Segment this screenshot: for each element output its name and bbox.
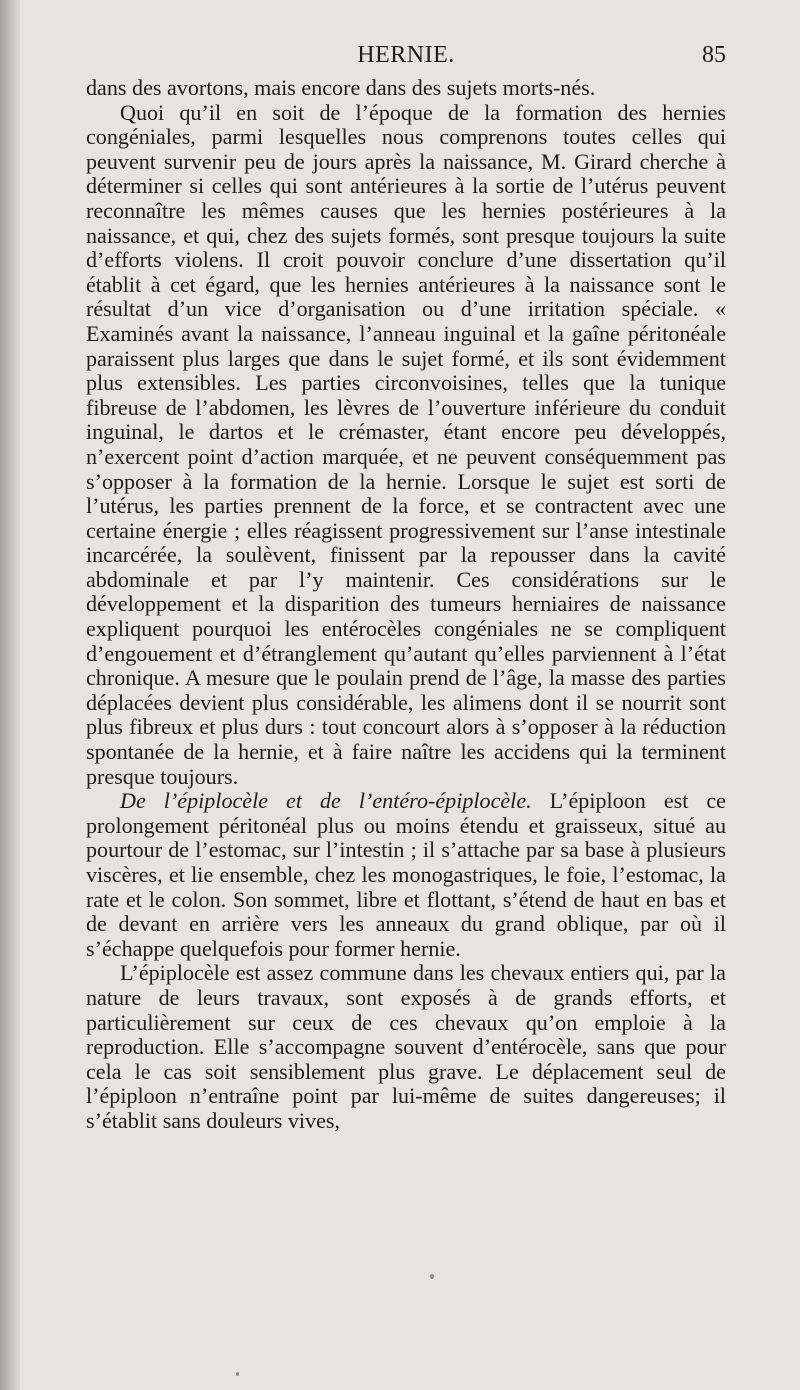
running-title: HERNIE.	[357, 42, 455, 68]
paragraph: dans des avortons, mais encore dans des sujets morts-nés.	[86, 75, 596, 100]
paper-speck	[430, 1274, 434, 1279]
page-number: 85	[702, 42, 726, 68]
page-header	[86, 42, 726, 76]
section-heading: De l’épiplocèle et de l’entéro-épiplocèle.	[120, 788, 532, 814]
paper-speck	[236, 1372, 239, 1376]
paragraph	[86, 789, 726, 961]
book-page	[86, 42, 726, 1134]
paragraph: L’épiplocèle est assez commune dans les chevaux entiers qui, par la nature de leurs travaux, sont exposés à de grands efforts, et particulièrement sur ceux de ces chevaux qu’on emploie à la reproduction. Elle s’accompagne souvent d’entérocèle, sans que pour cela le cas soit sensiblement plus grave. Le déplacement seul de l’épiploon n’entraîne point par lui-même de suites dangereuses; il s’établit sans douleurs vives,	[86, 960, 726, 1133]
body-text	[86, 76, 726, 1134]
book-spine-shadow	[0, 0, 20, 1390]
paragraph: Quoi qu’il en soit de l’époque de la formation des hernies congéniales, parmi lesquelles nous comprenons toutes celles qui peuvent survenir peu de jours après la naissance, M. Girard cherche à déterminer si celles qui sont antérieures à la sortie de l’utérus peuvent reconnaître les mêmes causes que les hernies postérieures à la naissance, et qui, chez des sujets formés, sont presque toujours la suite d’efforts violens. Il croit pouvoir conclure d’une dissertation qu’il établit à cet égard, que les hernies antérieures à la naissance sont le résultat d’un vice d’organisation ou d’une irritation spéciale. « Examinés avant la naissance, l’anneau inguinal et la gaîne péritonéale paraissent plus larges que dans le sujet formé, et ils sont évidemment plus extensibles. Les parties circonvoisines, telles que la tunique fibreuse de l’abdomen, les lèvres de l’ouverture inférieure du conduit inguinal, le dartos et le crémaster, étant encore peu développés, n’exercent point d’action marquée, et ne peuvent conséquemment pas s’opposer à la formation de la hernie. Lorsque le sujet est sorti de l’utérus, les parties prennent de la force, et se contractent avec une certaine énergie ; elles réagissent progressivement sur l’anse intestinale incarcérée, la soulèvent, finissent par la repousser dans la cavité abdominale et par l’y maintenir. Ces considérations sur le développement et la disparition des tumeurs herniaires de naissance expliquent pourquoi les entérocèles congéniales ne se compliquent d’engouement et d’étranglement qu’autant qu’elles parviennent à l’état chronique. A mesure que le poulain prend de l’âge, la masse des parties déplacées devient plus considérable, les alimens dont il se nourrit sont plus fibreux et plus durs : tout concourt alors à s’opposer à la réduction spontanée de la hernie, et à faire naître les accidens qui la terminent presque toujours.	[86, 99, 726, 789]
section-text: L’épiploon est ce prolongement péritonéal plus ou moins étendu et graisseux, situé au pourtour de l’estomac, sur l’intestin ; il s’attache par sa base à plusieurs viscères, et lie ensemble, chez les monogastriques, le foie, l’estomac, la rate et le colon. Son sommet, libre et flottant, s’étend de haut en bas et de devant en arrière vers les anneaux du grand oblique, par où il s’échappe quelquefois pour former hernie.	[86, 788, 726, 961]
